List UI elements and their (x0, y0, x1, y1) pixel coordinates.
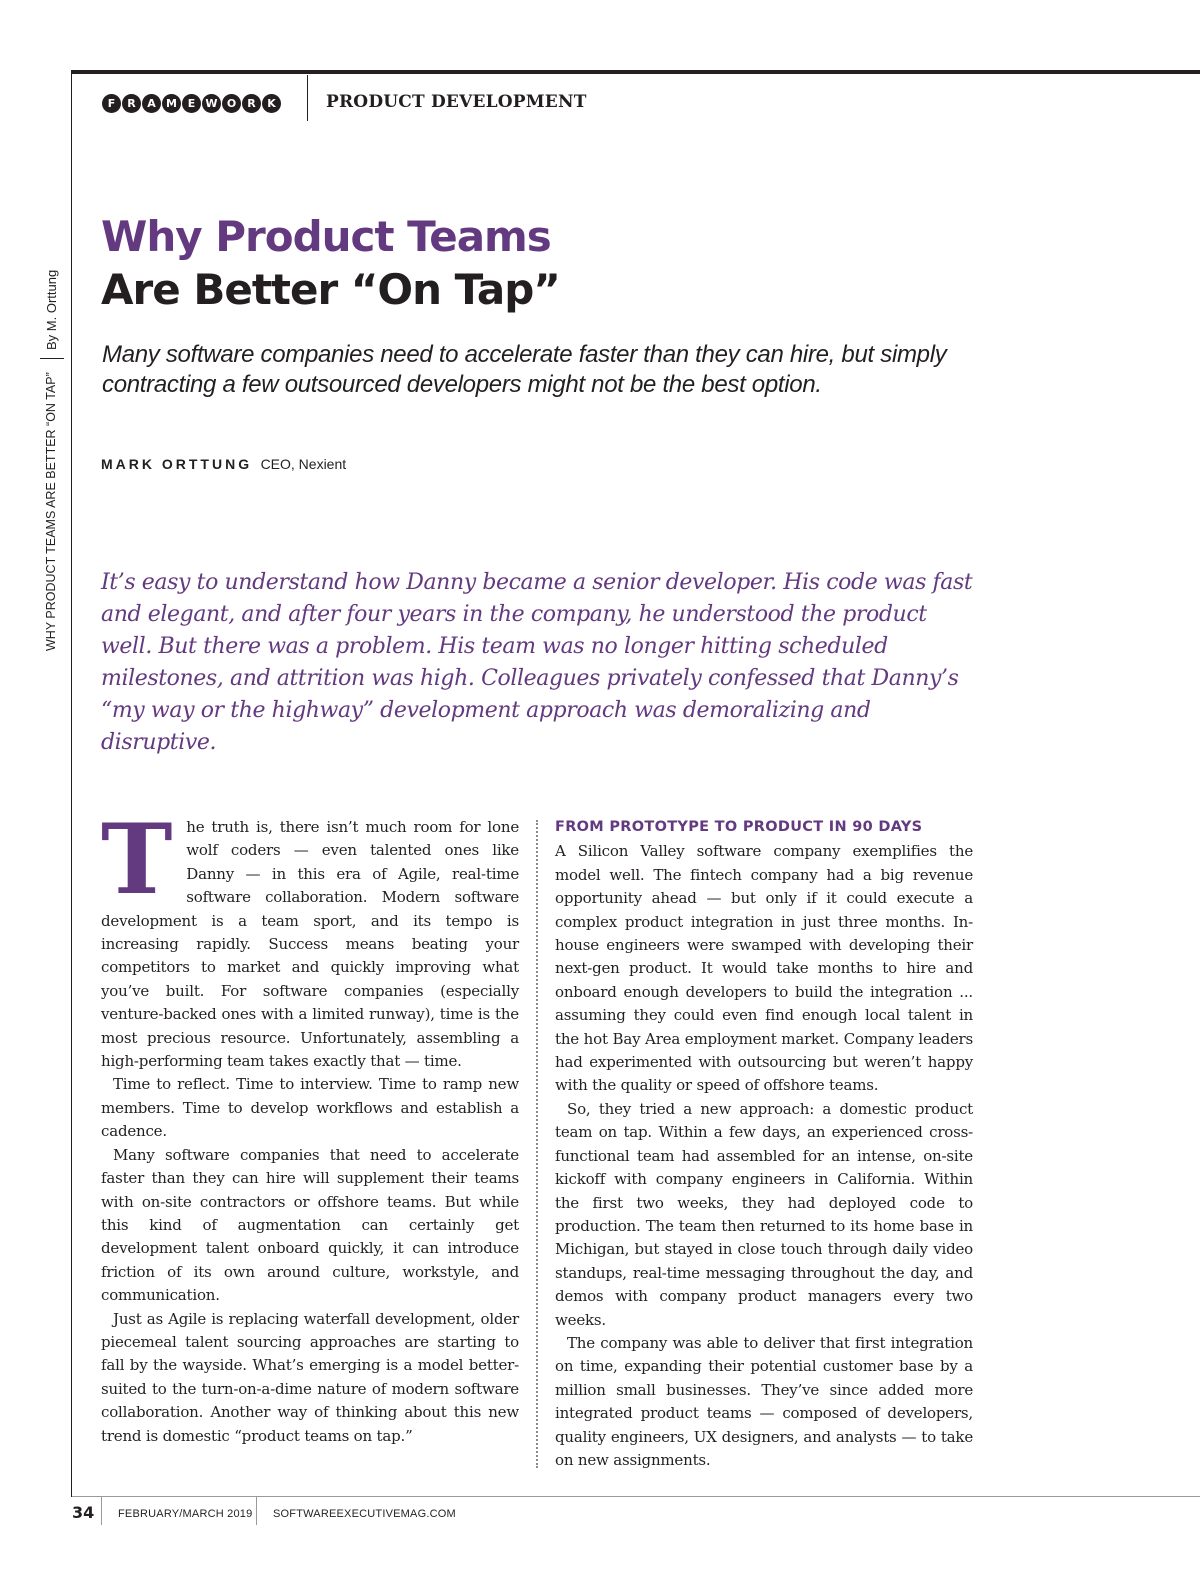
body-paragraph-text: he truth is, there isn’t much room for lone wolf coders — even talented ones like Danny — in this era of Agile, real-time software collaboration. Modern software development is a team sport, and its tempo is increasing rapidly. Success means beating your competitors to market and quickly improving what you’ve built. For software companies (especially venture-backed ones with a limited runway), time is the most precious resource. Unfortunately, assembling a high-performing team takes exactly that — time. (101, 818, 519, 1071)
sidebar-divider (40, 358, 64, 359)
section-label: PRODUCT DEVELOPMENT (326, 92, 587, 112)
top-rule (72, 70, 1200, 74)
pull-quote: It’s easy to understand how Danny became a senior developer. His code was fast and elegant, and after four years in the company, he understood the product well. But there was a problem. His team was no longer hitting scheduled milestones, and attrition was high. Colleagues privately confessed that Danny’s “my way or the highway” development approach was demoralizing and disruptive. (101, 570, 973, 755)
framework-letter: R (242, 94, 261, 113)
framework-letter: M (162, 94, 181, 113)
header-divider (307, 75, 308, 121)
byline-role: CEO, Nexient (260, 456, 347, 472)
body-column-right (555, 816, 973, 1472)
body-column-left (101, 803, 519, 1448)
sidebar-running-title: WHY PRODUCT TEAMS ARE BETTER “ON TAP” (44, 372, 58, 651)
body-paragraph: Many software companies that need to accelerate faster than they can hire will supplement their teams with on-site contractors or offshore teams. But while this kind of augmentation can certainly get development talent onboard quickly, it can introduce friction of its own around culture, workstyle, and communication. (101, 1145, 519, 1305)
framework-letter: F (102, 94, 121, 113)
footer-divider (256, 1497, 257, 1525)
framework-letter: O (222, 94, 241, 113)
body-paragraph: Just as Agile is replacing waterfall development, older piecemeal talent sourcing approaches are starting to fall by the wayside. What’s emerging is a model better-suited to the turn-on-a-dime nature of modern software collaboration. Another way of thinking about this new trend is domestic “product teams on tap.” (101, 1309, 519, 1445)
issue-date: FEBRUARY/MARCH 2019 (118, 1508, 253, 1520)
article-title-line1: Why Product Teams (101, 212, 551, 261)
byline-name: MARK ORTTUNG (101, 456, 253, 472)
footer-rule (72, 1496, 1200, 1497)
body-paragraph: Time to reflect. Time to interview. Time to ramp new members. Time to develop workflows and establish a cadence. (101, 1075, 519, 1141)
drop-cap: T (101, 803, 173, 916)
body-paragraph: The company was able to deliver that first integration on time, expanding their potential customer base by a million small businesses. They’ve since added more integrated product teams — composed of developers, quality engineers, UX designers, and analysts — to take on new assignments. (555, 1333, 973, 1469)
section-subhead: FROM PROTOTYPE TO PRODUCT IN 90 DAYS (555, 819, 923, 835)
body-paragraph: A Silicon Valley software company exemplifies the model well. The fintech company had a big revenue opportunity ahead — but only if it could execute a complex product integration in just three months. In-house engineers were swamped with developing their next-gen product. It would take months to hire and onboard enough developers to build the integration ... assuming they could even find enough local talent in the hot Bay Area employment market. Company leaders had experimented with outsourcing but weren’t happy with the quality or speed of offshore teams. (555, 842, 973, 1095)
article-deck: Many software companies need to accelerate faster than they can hire, but simply contracting a few outsourced developers might not be the best option. (102, 341, 947, 398)
footer-divider (101, 1497, 102, 1525)
framework-letter: R (122, 94, 141, 113)
byline (101, 456, 346, 474)
framework-logo (102, 94, 281, 113)
framework-letter: W (202, 94, 221, 113)
framework-letter: K (262, 94, 281, 113)
left-margin-rule (71, 70, 72, 1497)
website-url: SOFTWAREEXECUTIVEMAG.COM (273, 1508, 456, 1520)
column-divider (536, 820, 538, 1468)
body-paragraph (101, 803, 519, 1073)
article-title-line2: Are Better “On Tap” (101, 265, 560, 314)
framework-letter: A (142, 94, 161, 113)
page-number: 34 (72, 1503, 95, 1522)
article-title (101, 210, 560, 316)
body-paragraph: So, they tried a new approach: a domestic product team on tap. Within a few days, an experienced cross-functional team had assembled for an intense, on-site kickoff with company engineers in California. Within the first two weeks, they had deployed code to production. The team then returned to its home base in Michigan, but stayed in close touch through daily video standups, real-time messaging throughout the day, and demos with company product managers every two weeks. (555, 1099, 973, 1329)
sidebar-author: By M. Orttung (44, 269, 59, 350)
framework-letter: E (182, 94, 201, 113)
